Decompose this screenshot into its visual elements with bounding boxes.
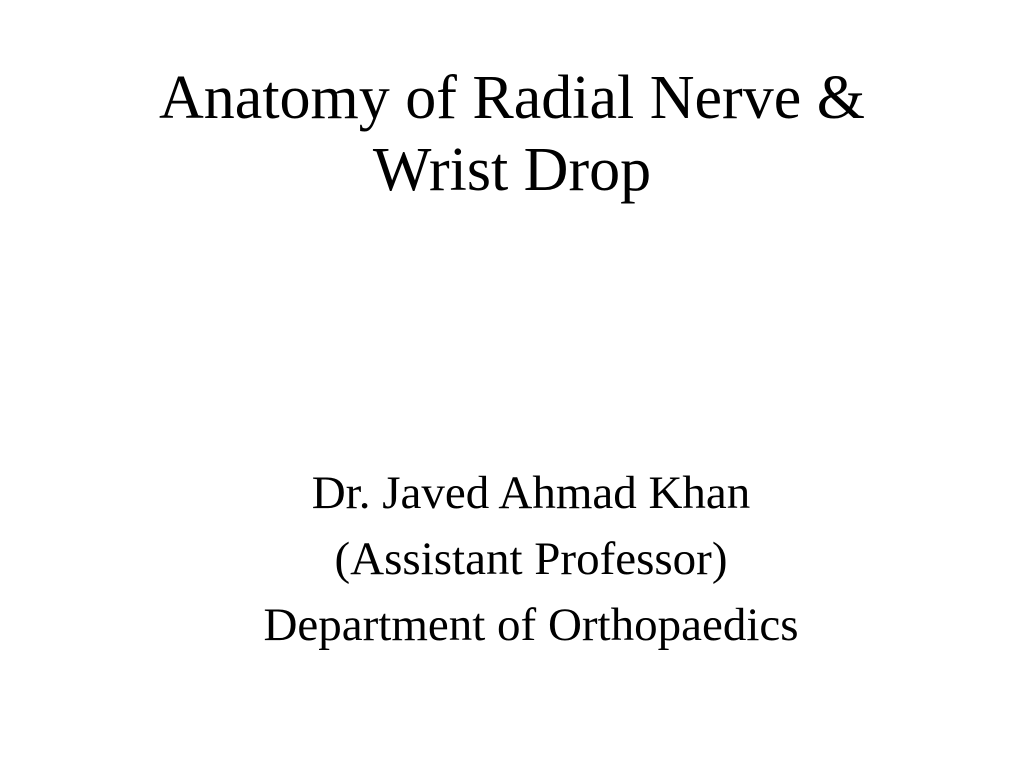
author-department: Department of Orthopaedics <box>263 599 799 651</box>
slide-title-line-2: Wrist Drop <box>372 136 652 204</box>
slide-title-line-1: Anatomy of Radial Nerve & <box>159 64 865 132</box>
author-designation: (Assistant Professor) <box>334 533 728 585</box>
slide-title <box>0 62 1024 206</box>
slide-body <box>38 460 1024 658</box>
author-name: Dr. Javed Ahmad Khan <box>311 467 751 519</box>
